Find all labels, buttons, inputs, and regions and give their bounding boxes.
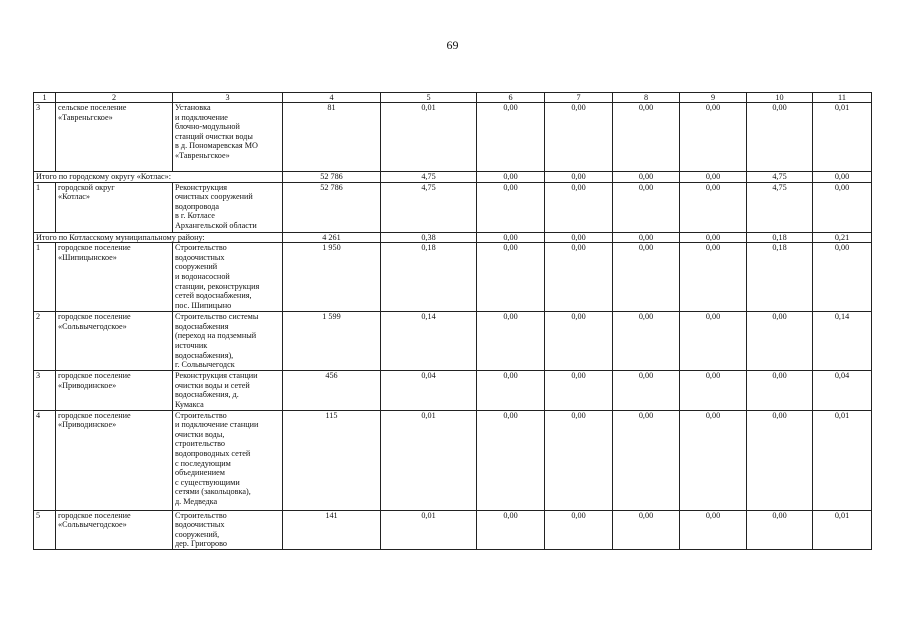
value-col-9: 0,00	[680, 510, 747, 549]
column-header-5: 5	[381, 93, 477, 103]
value-col-10: 0,00	[747, 103, 813, 172]
column-header-11: 11	[813, 93, 872, 103]
value-col-8: 0,00	[613, 510, 680, 549]
table-row	[34, 312, 872, 371]
value-col-10: 0,18	[747, 243, 813, 312]
column-header-8: 8	[613, 93, 680, 103]
project-description: Строительство водоочистных сооружений, дер. Григорово	[173, 510, 283, 549]
total-value-col-8: 0,00	[613, 172, 680, 183]
total-value-col-6: 0,00	[477, 172, 545, 183]
total-value-col-4: 4 261	[283, 232, 381, 243]
value-col-11: 0,00	[813, 182, 872, 232]
value-col-9: 0,00	[680, 371, 747, 410]
value-col-11: 0,00	[813, 243, 872, 312]
total-value-col-10: 0,18	[747, 232, 813, 243]
value-col-10: 0,00	[747, 510, 813, 549]
value-col-7: 0,00	[545, 103, 613, 172]
value-col-6: 0,00	[477, 103, 545, 172]
value-col-9: 0,00	[680, 410, 747, 510]
value-col-4: 115	[283, 410, 381, 510]
value-col-8: 0,00	[613, 312, 680, 371]
value-col-6: 0,00	[477, 510, 545, 549]
total-value-col-7: 0,00	[545, 232, 613, 243]
total-label: Итого по Котласскому муниципальному району:	[34, 232, 283, 243]
value-col-4: 1 599	[283, 312, 381, 371]
row-number: 3	[34, 371, 56, 410]
value-col-7: 0,00	[545, 510, 613, 549]
value-col-11: 0,14	[813, 312, 872, 371]
column-header-2: 2	[56, 93, 173, 103]
value-col-9: 0,00	[680, 243, 747, 312]
value-col-5: 0,01	[381, 510, 477, 549]
row-number: 5	[34, 510, 56, 549]
total-value-col-11: 0,21	[813, 232, 872, 243]
settlement-name: сельское поселение «Тавреньгское»	[56, 103, 173, 172]
value-col-4: 52 786	[283, 182, 381, 232]
column-header-1: 1	[34, 93, 56, 103]
value-col-4: 1 950	[283, 243, 381, 312]
total-value-col-5: 0,38	[381, 232, 477, 243]
project-description: Установка и подключение блочно-модульной станций очистки воды в д. Пономаревская МО «Тавреньгское»	[173, 103, 283, 172]
column-header-4: 4	[283, 93, 381, 103]
value-col-8: 0,00	[613, 103, 680, 172]
page-number: 69	[446, 38, 459, 52]
settlement-name: городской округ «Котлас»	[56, 182, 173, 232]
total-value-col-6: 0,00	[477, 232, 545, 243]
column-header-10: 10	[747, 93, 813, 103]
value-col-4: 456	[283, 371, 381, 410]
value-col-5: 4,75	[381, 182, 477, 232]
settlement-name: городское поселение «Сольвычегодское»	[56, 312, 173, 371]
total-value-col-9: 0,00	[680, 232, 747, 243]
value-col-11: 0,01	[813, 103, 872, 172]
value-col-9: 0,00	[680, 312, 747, 371]
total-value-col-4: 52 786	[283, 172, 381, 183]
data-table	[33, 92, 872, 550]
value-col-5: 0,18	[381, 243, 477, 312]
value-col-10: 0,00	[747, 312, 813, 371]
value-col-4: 81	[283, 103, 381, 172]
total-value-col-5: 4,75	[381, 172, 477, 183]
column-header-3: 3	[173, 93, 283, 103]
table-row	[34, 371, 872, 410]
total-value-col-10: 4,75	[747, 172, 813, 183]
table-row	[34, 182, 872, 232]
value-col-8: 0,00	[613, 410, 680, 510]
value-col-8: 0,00	[613, 182, 680, 232]
value-col-9: 0,00	[680, 182, 747, 232]
table-row	[34, 510, 872, 549]
project-description: Строительство системы водоснабжения (переход на подземный источник водоснабжения), г. Сольвычегодск	[173, 312, 283, 371]
value-col-5: 0,01	[381, 103, 477, 172]
total-value-col-8: 0,00	[613, 232, 680, 243]
settlement-name: городское поселение «Приводинское»	[56, 410, 173, 510]
value-col-11: 0,01	[813, 410, 872, 510]
total-row	[34, 172, 872, 183]
column-header-7: 7	[545, 93, 613, 103]
project-description: Реконструкция станции очистки воды и сетей водоснабжения, д. Кумакса	[173, 371, 283, 410]
total-value-col-7: 0,00	[545, 172, 613, 183]
project-description: Строительство водоочистных сооружений и водонасосной станции, реконструкция сетей водоснабжения, пос. Шипицыно	[173, 243, 283, 312]
value-col-10: 4,75	[747, 182, 813, 232]
value-col-4: 141	[283, 510, 381, 549]
value-col-7: 0,00	[545, 410, 613, 510]
value-col-5: 0,14	[381, 312, 477, 371]
total-row	[34, 232, 872, 243]
value-col-5: 0,01	[381, 410, 477, 510]
value-col-6: 0,00	[477, 410, 545, 510]
total-value-col-11: 0,00	[813, 172, 872, 183]
project-description: Реконструкция очистных сооружений водопровода в г. Котласе Архангельской области	[173, 182, 283, 232]
header-row	[34, 93, 872, 103]
table-row	[34, 103, 872, 172]
value-col-6: 0,00	[477, 371, 545, 410]
value-col-10: 0,00	[747, 371, 813, 410]
value-col-7: 0,00	[545, 182, 613, 232]
value-col-10: 0,00	[747, 410, 813, 510]
total-label: Итого по городскому округу «Котлас»:	[34, 172, 283, 183]
value-col-8: 0,00	[613, 243, 680, 312]
value-col-7: 0,00	[545, 312, 613, 371]
settlement-name: городское поселение «Приводинское»	[56, 371, 173, 410]
column-header-9: 9	[680, 93, 747, 103]
row-number: 1	[34, 182, 56, 232]
total-value-col-9: 0,00	[680, 172, 747, 183]
column-header-6: 6	[477, 93, 545, 103]
settlement-name: городское поселение «Шипицынское»	[56, 243, 173, 312]
value-col-7: 0,00	[545, 371, 613, 410]
project-description: Строительство и подключение станции очистки воды, строительство водопроводных сетей с последующим объединением с существующими сетями (закольцовка), д. Медведка	[173, 410, 283, 510]
value-col-7: 0,00	[545, 243, 613, 312]
table-row	[34, 243, 872, 312]
value-col-6: 0,00	[477, 182, 545, 232]
row-number: 3	[34, 103, 56, 172]
value-col-5: 0,04	[381, 371, 477, 410]
value-col-11: 0,04	[813, 371, 872, 410]
settlement-name: городское поселение «Сольвычегодское»	[56, 510, 173, 549]
row-number: 4	[34, 410, 56, 510]
value-col-8: 0,00	[613, 371, 680, 410]
value-col-6: 0,00	[477, 243, 545, 312]
table-body	[34, 93, 872, 550]
row-number: 2	[34, 312, 56, 371]
table-row	[34, 410, 872, 510]
value-col-11: 0,01	[813, 510, 872, 549]
value-col-6: 0,00	[477, 312, 545, 371]
value-col-9: 0,00	[680, 103, 747, 172]
row-number: 1	[34, 243, 56, 312]
